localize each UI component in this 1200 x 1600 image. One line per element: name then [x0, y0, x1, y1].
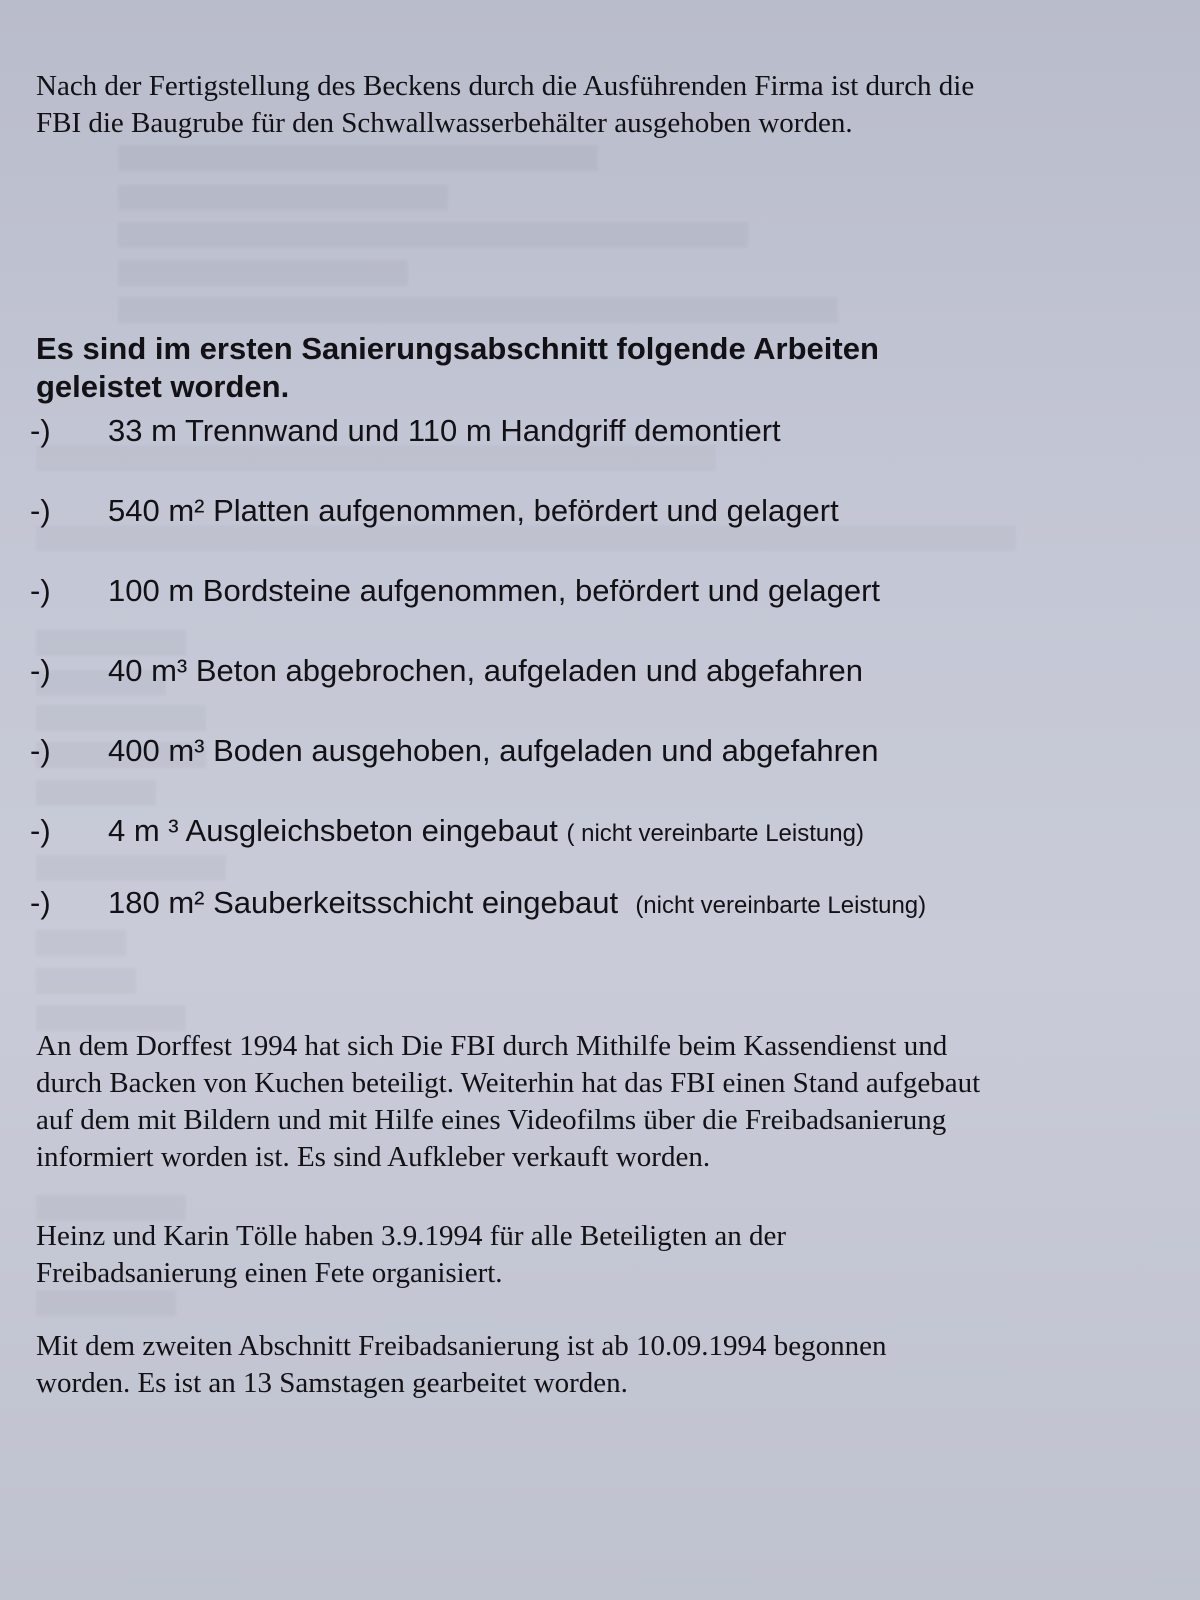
item-text: 400 m³ Boden ausgehoben, aufgeladen und abgefahren — [108, 733, 879, 768]
list-marker: -) — [30, 885, 51, 920]
item-text: 100 m Bordsteine aufgenommen, befördert und gelagert — [108, 573, 881, 608]
item-text: 540 m² Platten aufgenommen, befördert und gelagert — [108, 493, 839, 528]
dorffest-paragraph — [36, 1028, 980, 1176]
item-text: 180 m² Sauberkeitsschicht eingebaut — [108, 885, 619, 920]
section-heading — [36, 330, 879, 406]
list-marker: -) — [30, 413, 51, 448]
item-text: 40 m³ Beton abgebrochen, aufgeladen und abgefahren — [108, 653, 863, 688]
dorffest-line: informiert worden ist. Es sind Aufkleber verkauft worden. — [36, 1141, 711, 1173]
second-section-line: Mit dem zweiten Abschnitt Freibadsanierung ist ab 10.09.1994 begonnen — [36, 1330, 887, 1362]
intro-paragraph — [36, 68, 974, 142]
list-item — [30, 572, 880, 610]
heading-line: Es sind im ersten Sanierungsabschnitt folgende Arbeiten — [36, 331, 879, 366]
list-item — [30, 492, 839, 530]
intro-line: FBI die Baugrube für den Schwallwasserbehälter ausgehoben worden. — [36, 107, 853, 139]
second-section-line: worden. Es ist an 13 Samstagen gearbeitet worden. — [36, 1367, 628, 1399]
dorffest-line: auf dem mit Bildern und mit Hilfe eines Videofilms über die Freibadsanierung — [36, 1104, 947, 1136]
list-marker: -) — [30, 813, 51, 848]
list-marker: -) — [30, 493, 51, 528]
item-note: (nicht vereinbarte Leistung) — [635, 892, 927, 919]
intro-line: Nach der Fertigstellung des Beckens durch die Ausführenden Firma ist durch die — [36, 70, 975, 102]
list-marker: -) — [30, 653, 51, 688]
list-item — [30, 652, 863, 690]
list-marker: -) — [30, 733, 51, 768]
list-item — [30, 732, 878, 770]
item-text: 33 m Trennwand und 110 m Handgriff demontiert — [108, 413, 781, 448]
heading-line: geleistet worden. — [36, 369, 290, 404]
fete-line: Heinz und Karin Tölle haben 3.9.1994 für alle Beteiligten an der — [36, 1220, 787, 1252]
second-section-paragraph — [36, 1328, 887, 1402]
fete-paragraph — [36, 1218, 786, 1292]
fete-line: Freibadsanierung einen Fete organisiert. — [36, 1257, 503, 1289]
dorffest-line: An dem Dorffest 1994 hat sich Die FBI durch Mithilfe beim Kassendienst und — [36, 1030, 948, 1062]
list-item — [30, 412, 781, 450]
dorffest-line: durch Backen von Kuchen beteiligt. Weiterhin hat das FBI einen Stand aufgebaut — [36, 1067, 981, 1099]
list-item — [30, 884, 926, 925]
item-note: ( nicht vereinbarte Leistung) — [566, 820, 864, 847]
list-item — [30, 812, 864, 853]
list-marker: -) — [30, 573, 51, 608]
item-text: 4 m ³ Ausgleichsbeton eingebaut — [108, 813, 558, 848]
